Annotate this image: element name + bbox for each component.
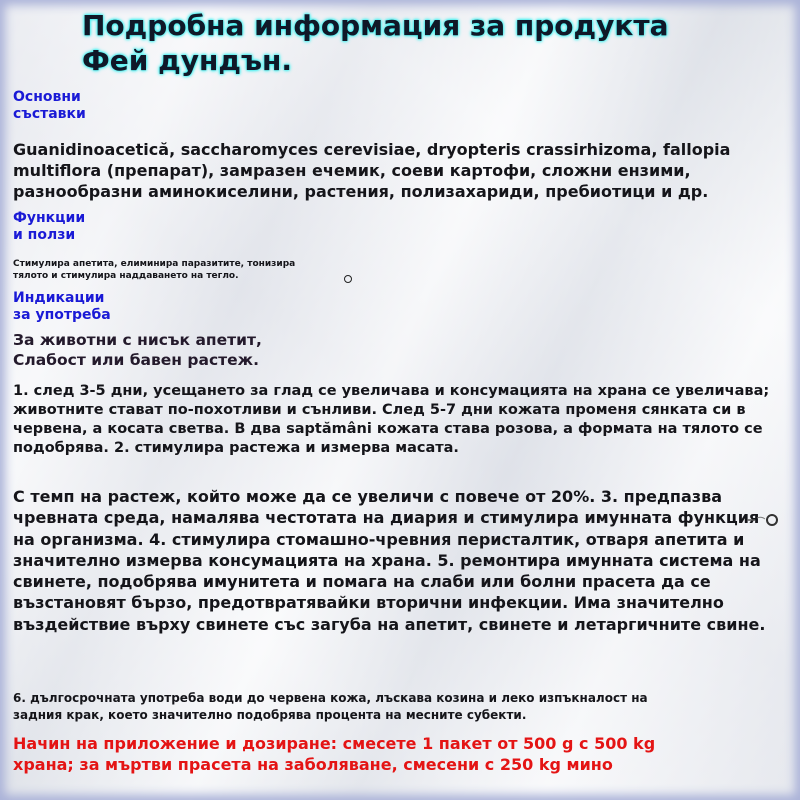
ingredients-heading [13, 89, 86, 123]
indications-line-2: Слабост или бавен растеж. [13, 351, 259, 369]
functions-text: Стимулира апетита, елиминира паразитите, тонизира тялото и стимулира наддаването на тегло. [13, 259, 296, 281]
ingredients-heading-line-2: съставки [13, 106, 86, 122]
ingredients-heading-line-1: Основни [13, 89, 81, 105]
page-title [82, 8, 782, 78]
effects-paragraph-2: С темп на растеж, който може да се увеличи с повече от 20%. 3. предпазва чревната среда, намалява честотата на диария и стимулира имунната функция на организма. 4. стимулира стомашно-чревния перисталтик, отваря апетита и значително измерва консумацията на храна. 5. ремонтира имунната система на свинете, подобрява имунитета и помага на слаби или болни прасета да се възстановят бързо, предотвратявайки вторични инфекции. Има значително въздействие върху свинете със загуба на апетит, свинете и летаргичните свине. [13, 487, 766, 634]
functions-heading [13, 210, 85, 244]
title-line-2: Фей дундън. [82, 44, 292, 77]
indications-line-1: За животни с нисък апетит, [13, 331, 262, 349]
functions-heading-line-1: Функции [13, 210, 86, 226]
indications-heading [13, 290, 111, 324]
title-line-1: Подробна информация за продукта [82, 9, 669, 42]
indications-text [13, 330, 413, 370]
effects-paragraph-1: 1. след 3-5 дни, усещането за глад се увеличава и консумацията на храна се увеличава; животните стават по-похотливи и сънливи. След 5-7 дни кожата променя сянката си в червена, а косата светва. В два saptămâni кожата става розова, а формата на тялото се подобрява. 2. стимулира растежа и измерва масата. [13, 383, 770, 456]
effects-paragraph-3: 6. дългосрочната употреба води до червена кожа, лъскава козина и леко изпъкналост на задния крак, което значително подобрява процента на месните субекти. [13, 691, 648, 722]
scribble-mark-icon [745, 514, 783, 526]
functions-heading-line-2: и ползи [13, 227, 76, 243]
indications-heading-line-1: Индикации [13, 290, 105, 306]
indications-heading-line-2: за употреба [13, 307, 111, 323]
ingredients-text: Guanidinoacetică, saccharomyces cerevisiae, dryopteris crassirhizoma, fallopia multiflora (препарат), замразен ечемик, соеви картофи, сложни ензими, разнообразни аминокиселини, растения, полизахариди, пребиотици и др. [13, 140, 731, 201]
circle-mark-icon [344, 275, 352, 283]
dosage-text: Начин на приложение и дозиране: смесете 1 пакет от 500 g с 500 kg храна; за мъртви прасета на заболяване, смесени с 250 kg мино [13, 734, 656, 774]
